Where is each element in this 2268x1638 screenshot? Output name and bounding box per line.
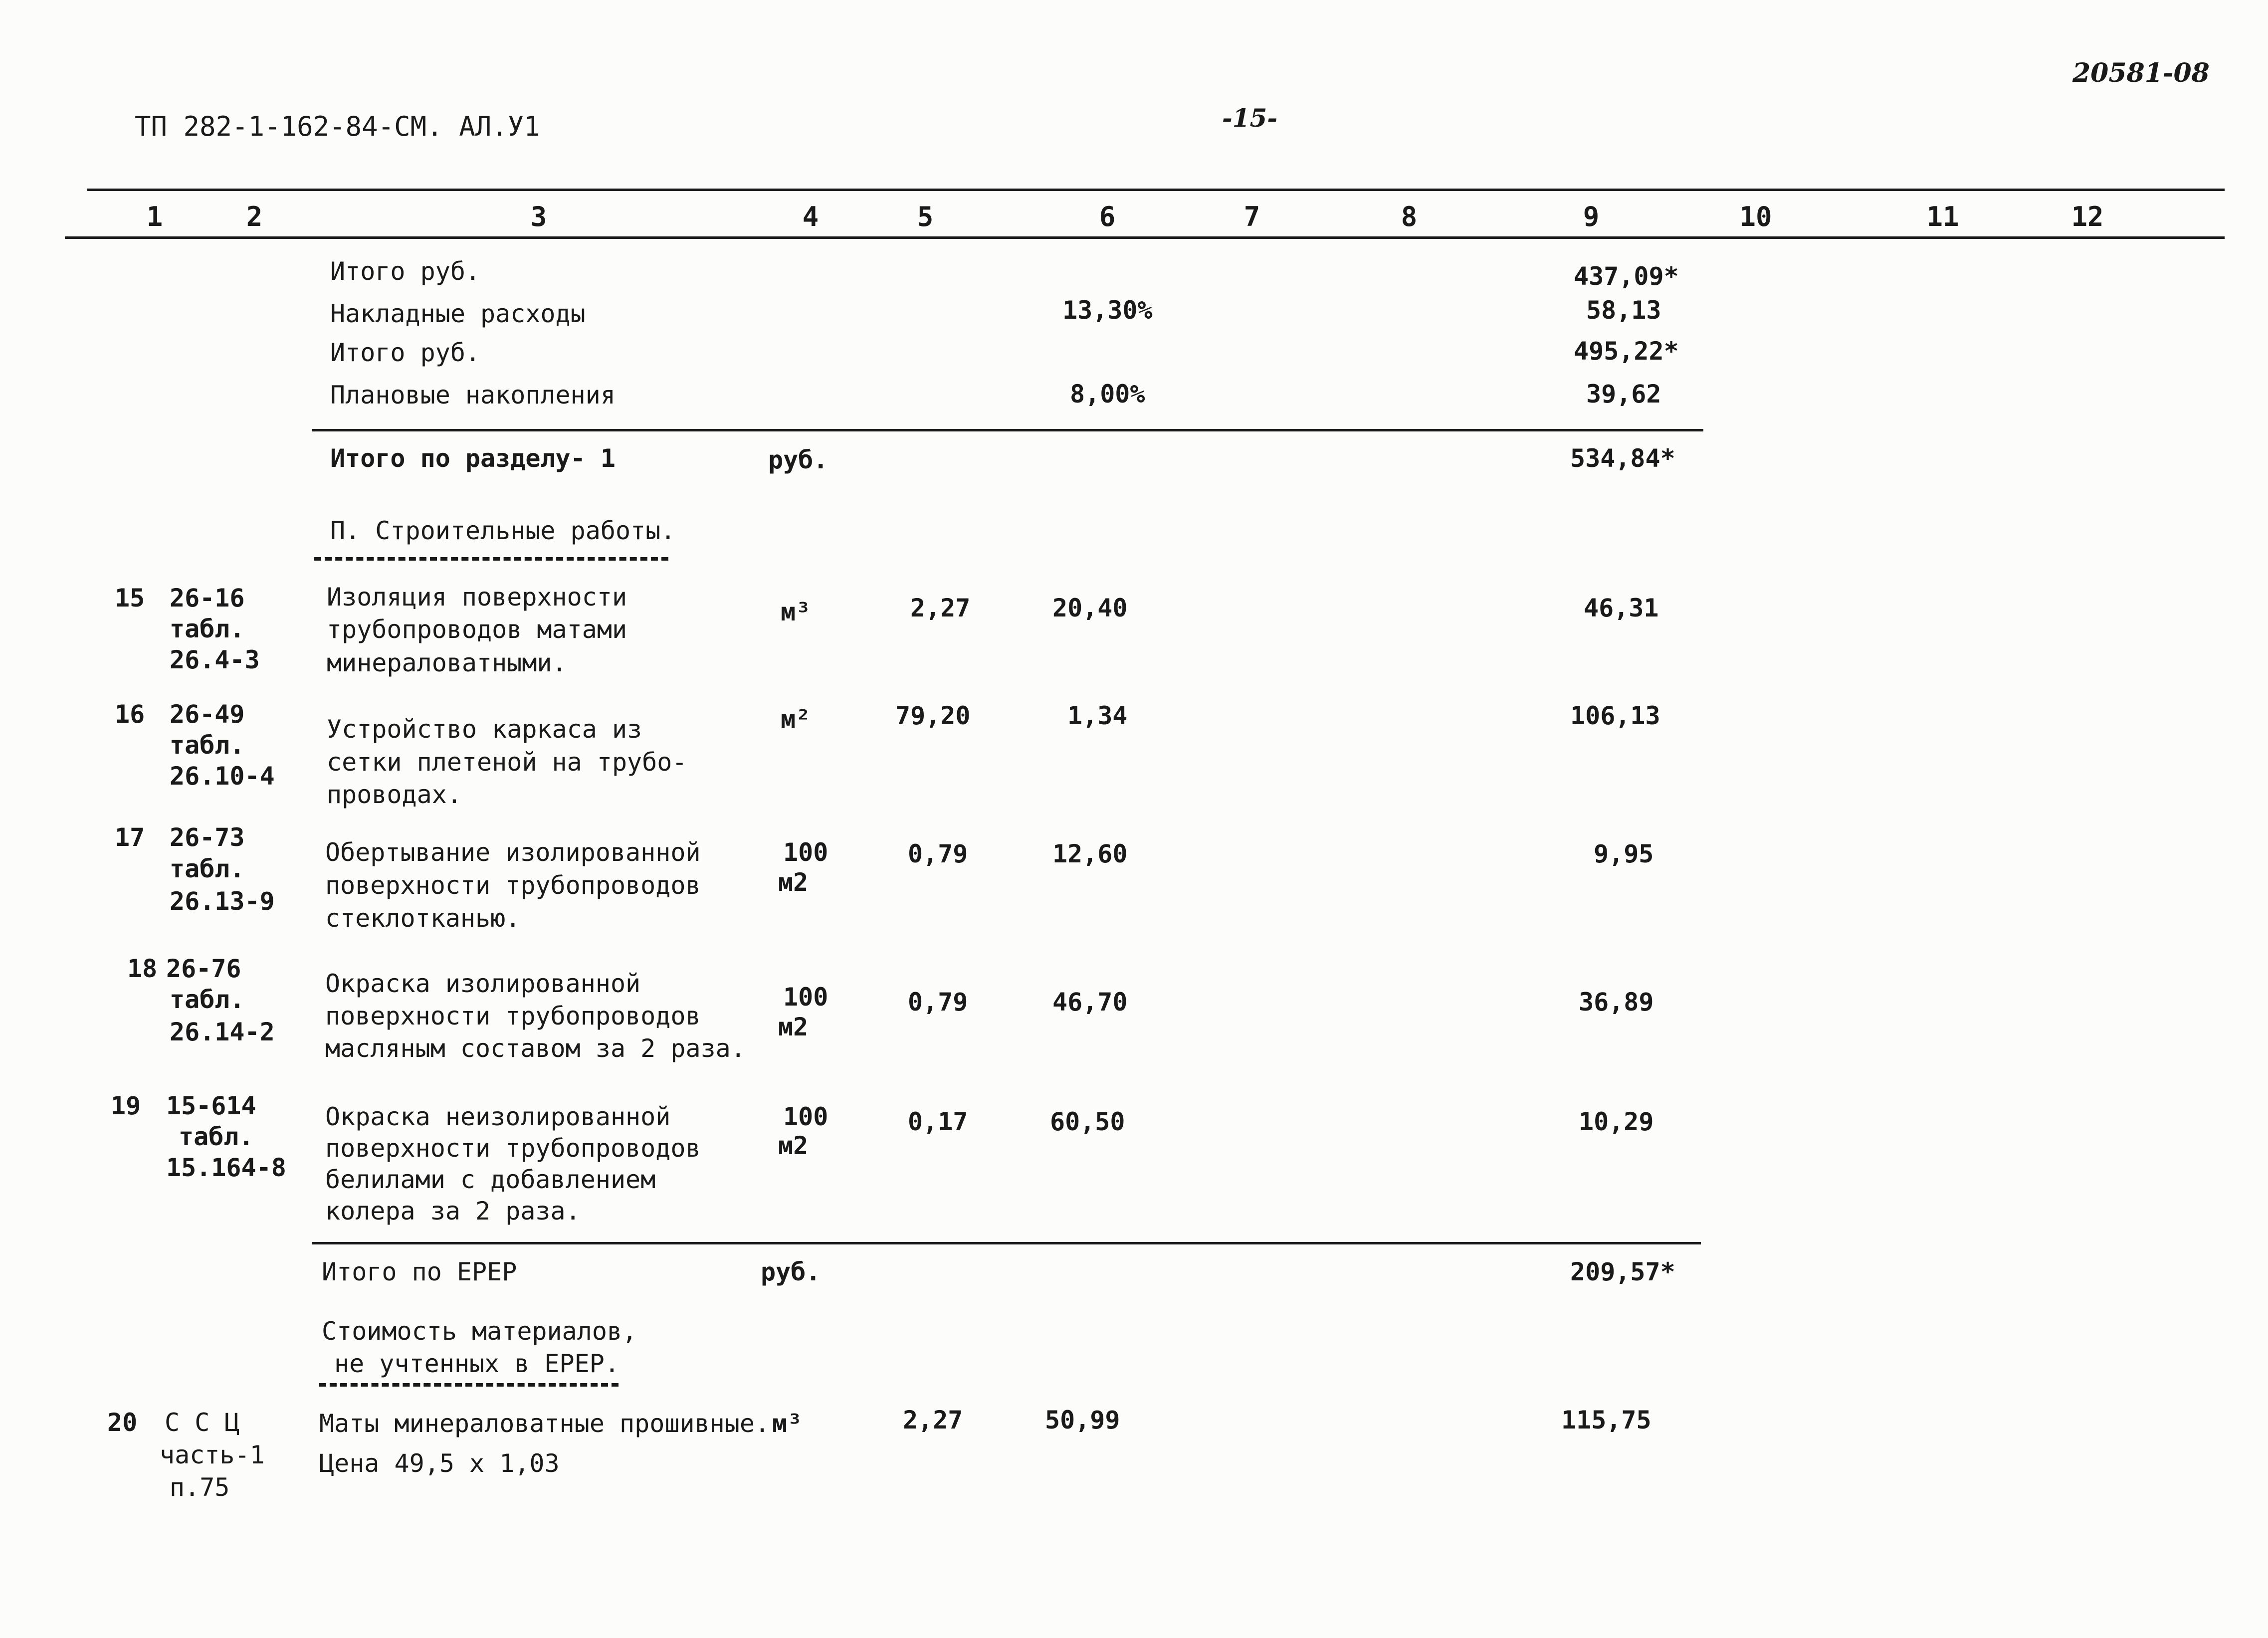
item-description: Цена 49,5 х 1,03 [319,1449,560,1478]
item-description: Окраска изолированной [325,969,641,998]
item-code: табл. [170,985,245,1014]
column-header: 7 [1243,201,1260,232]
item-code: табл. [170,731,245,760]
erer-total-label: Итого по ЕРЕР [322,1257,517,1286]
item-description: поверхности трубопроводов [325,1134,701,1163]
column-header: 6 [1099,201,1116,232]
header-top-rule [87,189,2225,191]
item-code: 26-16 [170,584,245,613]
item-description: белилами с добавлением [325,1165,656,1194]
item-unit-price: 20,40 [1052,594,1128,622]
document-code: ТП 282-1-162-84-СМ. АЛ.У1 [135,111,540,142]
item-unit-price: 1,34 [1067,701,1128,730]
item-unit-price: 12,60 [1052,839,1128,868]
item-total: 106,13 [1570,701,1660,730]
item-description: Маты минераловатные прошивные. [319,1409,770,1438]
summary-total: 495,22* [1574,337,1679,366]
item-number: 19 [111,1091,141,1120]
item-description: Изоляция поверхности [327,583,627,612]
item-total: 46,31 [1584,594,1659,622]
column-header: 2 [246,201,263,232]
item-unit: 100 [783,983,828,1012]
item-code: 26.10-4 [170,762,275,791]
column-header: 12 [2071,201,2104,232]
item-code: 15-614 [166,1091,256,1120]
page-number: -15- [1222,103,1278,133]
erer-total-value: 209,57* [1570,1257,1675,1286]
summary-percent: 13,30% [1062,296,1153,325]
item-quantity: 79,20 [895,701,971,730]
item-description: стеклотканью. [325,904,521,933]
summary-total: 437,09* [1574,262,1679,291]
item-description: поверхности трубопроводов [325,871,701,900]
item-number: 20 [107,1408,138,1437]
section1-total-value: 534,84* [1570,444,1675,473]
item-number: 16 [115,700,145,729]
item-total: 10,29 [1579,1107,1654,1136]
summary-rule [312,429,1703,431]
item-number: 17 [115,823,145,852]
item-code: 26-76 [166,954,241,983]
item-code: п.75 [170,1473,230,1502]
item-description: поверхности трубопроводов [325,1002,701,1030]
item-description: Устройство каркаса из [327,715,642,744]
column-header: 4 [802,201,819,232]
item-unit: м2 [778,1131,809,1160]
item-description: минераловатными. [327,648,567,677]
item-description: сетки плетеной на трубо- [327,748,687,777]
summary-label: Итого руб. [330,338,481,367]
item-code: 26.14-2 [170,1018,275,1046]
item-code: табл. [179,1122,254,1151]
section2-title: П. Строительные работы. [330,516,676,545]
item-total: 36,89 [1579,988,1654,1017]
summary-total: 39,62 [1586,380,1661,409]
column-header: 8 [1401,201,1418,232]
item-number: 18 [127,954,158,983]
item-quantity: 2,27 [903,1406,963,1434]
column-header: 1 [146,201,163,232]
item-description: Окраска неизолированной [325,1102,671,1131]
item-unit: 100 [783,1102,828,1131]
summary-label: Накладные расходы [330,299,586,328]
summary-label: Плановые накопления [330,381,616,410]
item-quantity: 0,79 [908,839,968,868]
item-total: 9,95 [1594,839,1654,868]
section1-total-unit: руб. [768,445,828,474]
item-number: 15 [115,584,145,613]
item-code: 26-73 [170,823,245,852]
item-description: проводах. [327,780,462,809]
item-description: колера за 2 раза. [325,1197,581,1226]
summary-label: Итого руб. [330,257,481,286]
item-description: Обертывание изолированной [325,838,701,867]
item-code: 26.13-9 [170,887,275,916]
materials-title: не учтенных в ЕРЕР. [334,1349,619,1378]
item-description: трубопроводов матами [327,615,627,644]
materials-title: Стоимость материалов, [322,1317,637,1346]
item-quantity: 0,17 [908,1107,968,1136]
erer-total-unit: руб. [761,1257,821,1286]
item-unit-price: 60,50 [1050,1107,1125,1136]
item-unit: м2 [778,1013,809,1041]
item-unit: м² [781,705,811,734]
item-code: 26.4-3 [170,645,260,674]
summary-total: 58,13 [1586,296,1661,325]
sheet-code: 20581-08 [2072,58,2210,88]
item-description: масляным составом за 2 раза. [325,1034,746,1063]
item-unit: 100 [783,838,828,867]
item-unit: м2 [778,868,809,897]
summary-percent: 8,00% [1070,380,1145,409]
column-header: 9 [1583,201,1600,232]
item-code: табл. [170,854,245,883]
item-code: 26-49 [170,700,245,729]
column-header: 11 [1926,201,1959,232]
section2-title-underline [314,557,668,561]
item-unit-price: 46,70 [1052,988,1128,1017]
header-bottom-rule [65,236,2225,239]
item-code: табл. [170,614,245,643]
item-unit-price: 50,99 [1045,1406,1120,1434]
item-code: часть-1 [160,1440,265,1469]
column-header: 3 [530,201,547,232]
item-quantity: 2,27 [910,594,971,622]
column-header: 5 [917,201,934,232]
item-quantity: 0,79 [908,988,968,1017]
item-unit: м³ [781,598,811,626]
erer-rule [312,1242,1701,1244]
column-header: 10 [1739,201,1772,232]
item-code: 15.164-8 [166,1153,286,1182]
section1-total-label: Итого по разделу- 1 [330,444,616,473]
item-unit: м³ [772,1409,803,1438]
item-code: С С Ц [165,1408,240,1437]
materials-title-underline [319,1383,619,1387]
item-total: 115,75 [1561,1406,1651,1434]
